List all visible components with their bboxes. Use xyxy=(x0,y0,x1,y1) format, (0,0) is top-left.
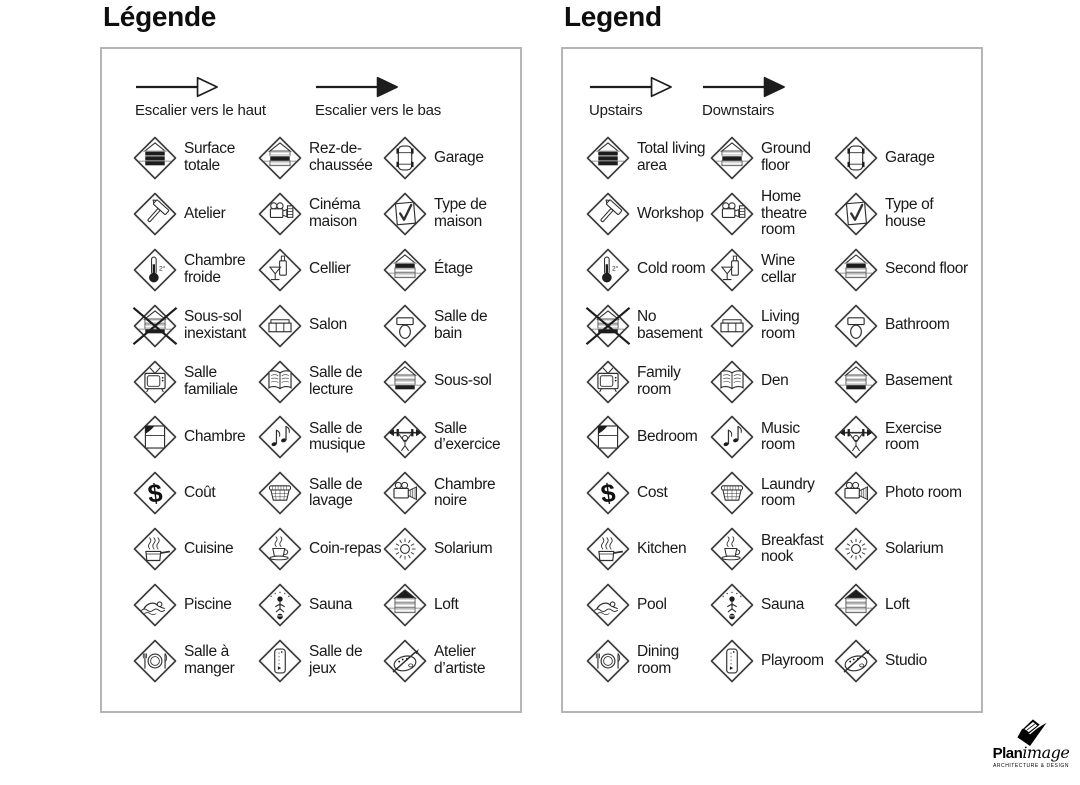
legend-item-label: Basement xyxy=(885,372,952,390)
second-floor-icon xyxy=(382,247,428,293)
breakfast-nook-icon xyxy=(709,526,755,572)
laundry-room-icon xyxy=(257,470,303,516)
legend-item-label: Salle de lecture xyxy=(309,363,363,398)
family-room-icon xyxy=(585,359,631,405)
legend-items xyxy=(585,130,969,689)
music-room-icon xyxy=(709,414,755,460)
laundry-room-icon xyxy=(709,470,755,516)
sauna-icon xyxy=(709,582,755,628)
legend-item-label: Salle de bain xyxy=(434,308,488,342)
legend-item-label: Total living area xyxy=(637,140,706,174)
legend-item xyxy=(833,186,969,242)
second-floor-icon xyxy=(833,247,879,293)
legend-item-label: Home theatre room xyxy=(761,187,807,239)
exercise-room-icon xyxy=(382,414,428,460)
legend-item-label: Étage xyxy=(434,260,473,278)
legend-item-label: Bedroom xyxy=(637,428,698,446)
photo-room-icon xyxy=(382,470,428,516)
basement-icon xyxy=(833,359,879,405)
studio-icon xyxy=(382,638,428,684)
legend-item xyxy=(833,633,969,689)
arrow-label: Escalier vers le bas xyxy=(315,102,442,119)
arrow-label: Upstairs xyxy=(589,102,643,119)
legend-item xyxy=(132,298,257,354)
legend-item-label: No basement xyxy=(637,308,703,342)
svg-text:$: $ xyxy=(146,479,164,510)
basement-icon xyxy=(382,359,428,405)
legend-item-label: Salle à manger xyxy=(184,643,235,677)
legend-item xyxy=(833,521,969,577)
legend-item-label: Family room xyxy=(637,363,681,398)
open-arrow-icon xyxy=(135,75,221,99)
legend-item-label: Atelier xyxy=(184,204,226,222)
legend-item-label: Breakfast nook xyxy=(761,531,824,566)
legend-items xyxy=(132,130,516,689)
legend-item xyxy=(382,298,516,354)
stairs-up-arrow xyxy=(135,75,315,119)
legend-item xyxy=(382,130,516,186)
legend-item xyxy=(585,521,709,577)
cold-room-icon xyxy=(585,247,631,293)
legend-item xyxy=(585,298,709,354)
svg-text:2°: 2° xyxy=(612,265,619,273)
legend-item-label: Bathroom xyxy=(885,316,950,334)
arrow-label: Downstairs xyxy=(702,102,775,119)
legend-item xyxy=(257,354,382,410)
legend-item xyxy=(257,521,382,577)
legend-item xyxy=(382,242,516,298)
dining-room-icon xyxy=(132,638,178,684)
legend-item-label: Solarium xyxy=(434,539,493,557)
bathroom-icon xyxy=(382,303,428,349)
legend-item xyxy=(382,186,516,242)
legend-item xyxy=(585,465,709,521)
logo-brand-bold: Plan xyxy=(992,745,1023,762)
pool-icon xyxy=(132,582,178,628)
photo-room-icon xyxy=(833,470,879,516)
legend-box xyxy=(100,47,522,713)
legend-item xyxy=(257,409,382,465)
type-of-house-icon xyxy=(382,191,428,237)
svg-text:2°: 2° xyxy=(159,265,166,273)
legend-item xyxy=(709,465,833,521)
filled-arrow-icon xyxy=(702,75,788,99)
stairs-down-arrow xyxy=(315,75,495,119)
legend-item xyxy=(709,298,833,354)
legend-item-label: Atelier d’artiste xyxy=(434,643,486,677)
legend-item-label: Sous-sol xyxy=(434,372,492,390)
legend-item-label: Chambre xyxy=(184,428,246,446)
legend-item xyxy=(132,633,257,689)
family-room-icon xyxy=(132,359,178,405)
legend-item xyxy=(132,577,257,633)
kitchen-icon xyxy=(132,526,178,572)
legend-item-label: Rez-de-chaussée xyxy=(309,140,373,174)
legend-item-label: Piscine xyxy=(184,595,232,613)
arrow-label: Escalier vers le haut xyxy=(135,102,266,119)
legend-item-label: Type of house xyxy=(885,196,934,230)
total-living-area-icon xyxy=(585,135,631,181)
legend-item-label: Studio xyxy=(885,651,927,669)
legend-item-label: Salle familiale xyxy=(184,363,238,398)
open-arrow-icon xyxy=(589,75,675,99)
legend-item xyxy=(132,409,257,465)
legend-item xyxy=(833,577,969,633)
legend-item-label: Cuisine xyxy=(184,539,234,557)
panel-english xyxy=(561,0,983,720)
legend-item-label: Music room xyxy=(761,419,800,454)
breakfast-nook-icon xyxy=(257,526,303,572)
logo-tagline: ARCHITECTURE & DESIGN xyxy=(992,763,1069,769)
pool-icon xyxy=(585,582,631,628)
type-of-house-icon xyxy=(833,191,879,237)
dining-room-icon xyxy=(585,638,631,684)
legend-item-label: Cost xyxy=(637,484,668,501)
workshop-icon xyxy=(132,191,178,237)
legend-item xyxy=(257,186,382,242)
legend-item-label: Pool xyxy=(637,595,667,613)
legend-item xyxy=(132,242,257,298)
legend-item xyxy=(585,354,709,410)
legend-item xyxy=(132,186,257,242)
garage-icon xyxy=(382,135,428,181)
music-room-icon xyxy=(257,414,303,460)
wine-cellar-icon xyxy=(257,247,303,293)
legend-item-label: Laundry room xyxy=(761,475,815,510)
legend-item-label: Loft xyxy=(885,595,910,613)
legend-item xyxy=(833,409,969,465)
legend-item xyxy=(833,242,969,298)
legend-item-label: Den xyxy=(761,372,789,390)
legend-item-label: Garage xyxy=(434,148,484,166)
legend-item xyxy=(132,354,257,410)
legend-item-label: Sauna xyxy=(309,595,353,613)
wine-cellar-icon xyxy=(709,247,755,293)
legend-item xyxy=(257,242,382,298)
legend-item-label: Garage xyxy=(885,148,935,166)
legend-item xyxy=(257,633,382,689)
planimage-logo-text xyxy=(982,745,1080,769)
filled-arrow-icon xyxy=(315,75,401,99)
legend-item xyxy=(382,409,516,465)
legend-item-label: Exercise room xyxy=(885,419,942,454)
total-living-area-icon xyxy=(132,135,178,181)
page-title: Legend xyxy=(564,1,662,32)
legend-item-label: Second floor xyxy=(885,260,968,278)
no-basement-icon xyxy=(132,303,178,349)
legend-item-label: Type de maison xyxy=(434,196,487,230)
legend-item xyxy=(833,354,969,410)
legend-item xyxy=(257,465,382,521)
home-theatre-icon xyxy=(709,191,755,237)
stair-arrows xyxy=(589,75,815,119)
legend-item xyxy=(833,465,969,521)
legend-item xyxy=(132,130,257,186)
stairs-up-arrow xyxy=(589,75,702,119)
legend-item-label: Loft xyxy=(434,595,459,613)
cost-icon xyxy=(132,470,178,516)
legend-item xyxy=(382,354,516,410)
legend-item xyxy=(709,521,833,577)
legend-item xyxy=(585,633,709,689)
solarium-icon xyxy=(833,526,879,572)
legend-item xyxy=(585,242,709,298)
legend-item xyxy=(709,354,833,410)
legend-item xyxy=(709,633,833,689)
legend-item-label: Salle de lavage xyxy=(309,475,363,510)
legend-item-label: Kitchen xyxy=(637,539,687,557)
solarium-icon xyxy=(382,526,428,572)
legend-item xyxy=(585,130,709,186)
legend-item-label: Solarium xyxy=(885,539,944,557)
legend-item xyxy=(585,409,709,465)
legend-box xyxy=(561,47,983,713)
legend-item-label: Living room xyxy=(761,308,800,342)
legend-item xyxy=(833,130,969,186)
legend-item xyxy=(132,465,257,521)
legend-item-label: Chambre froide xyxy=(184,252,246,286)
studio-icon xyxy=(833,638,879,684)
legend-item xyxy=(709,130,833,186)
legend-item xyxy=(257,130,382,186)
bathroom-icon xyxy=(833,303,879,349)
logo-brand-italic: image xyxy=(1022,743,1070,762)
legend-item-label: Cinéma maison xyxy=(309,196,361,230)
legend-item-label: Cellier xyxy=(309,260,351,278)
legend-item-label: Dining room xyxy=(637,643,679,677)
legend-item xyxy=(709,186,833,242)
loft-icon xyxy=(833,582,879,628)
legend-item-label: Photo room xyxy=(885,484,962,501)
exercise-room-icon xyxy=(833,414,879,460)
legend-item xyxy=(833,298,969,354)
planimage-logo xyxy=(982,716,1080,769)
legend-item-label: Wine cellar xyxy=(761,252,796,286)
legend-item-label: Salle d’exercice xyxy=(434,419,501,454)
legend-item-label: Playroom xyxy=(761,651,824,669)
legend-item xyxy=(132,521,257,577)
playroom-icon xyxy=(257,638,303,684)
legend-item xyxy=(709,242,833,298)
legend-item-label: Coin-repas xyxy=(309,539,382,557)
stairs-down-arrow xyxy=(702,75,815,119)
legend-item-label: Chambre noire xyxy=(434,475,496,510)
legend-item xyxy=(585,186,709,242)
living-room-icon xyxy=(257,303,303,349)
cold-room-icon xyxy=(132,247,178,293)
legend-item-label: Coût xyxy=(184,484,216,501)
den-icon xyxy=(709,359,755,405)
cost-icon xyxy=(585,470,631,516)
legend-item-label: Cold room xyxy=(637,260,706,278)
legend-item xyxy=(382,577,516,633)
sauna-icon xyxy=(257,582,303,628)
legend-item xyxy=(382,465,516,521)
legend-item xyxy=(257,298,382,354)
no-basement-icon xyxy=(585,303,631,349)
page-title: Légende xyxy=(103,1,217,32)
ground-floor-icon xyxy=(709,135,755,181)
legend-item-label: Salle de jeux xyxy=(309,643,363,677)
playroom-icon xyxy=(709,638,755,684)
legend-item xyxy=(709,409,833,465)
legend-item-label: Salon xyxy=(309,316,347,334)
bedroom-icon xyxy=(585,414,631,460)
legend-item xyxy=(382,521,516,577)
legend-item-label: Sous-sol inexistant xyxy=(184,308,246,342)
legend-item xyxy=(382,633,516,689)
legend-item-label: Sauna xyxy=(761,595,805,613)
svg-text:$: $ xyxy=(599,479,617,510)
legend-item xyxy=(257,577,382,633)
stair-arrows xyxy=(135,75,495,119)
legend-item-label: Ground floor xyxy=(761,140,811,174)
home-theatre-icon xyxy=(257,191,303,237)
living-room-icon xyxy=(709,303,755,349)
loft-icon xyxy=(382,582,428,628)
panel-french xyxy=(100,0,522,720)
legend-item-label: Workshop xyxy=(637,204,704,222)
legend-item-label: Salle de musique xyxy=(309,419,366,454)
workshop-icon xyxy=(585,191,631,237)
kitchen-icon xyxy=(585,526,631,572)
legend-item xyxy=(585,577,709,633)
garage-icon xyxy=(833,135,879,181)
legend-item-label: Surface totale xyxy=(184,140,235,174)
legend-item xyxy=(709,577,833,633)
den-icon xyxy=(257,359,303,405)
ground-floor-icon xyxy=(257,135,303,181)
bedroom-icon xyxy=(132,414,178,460)
